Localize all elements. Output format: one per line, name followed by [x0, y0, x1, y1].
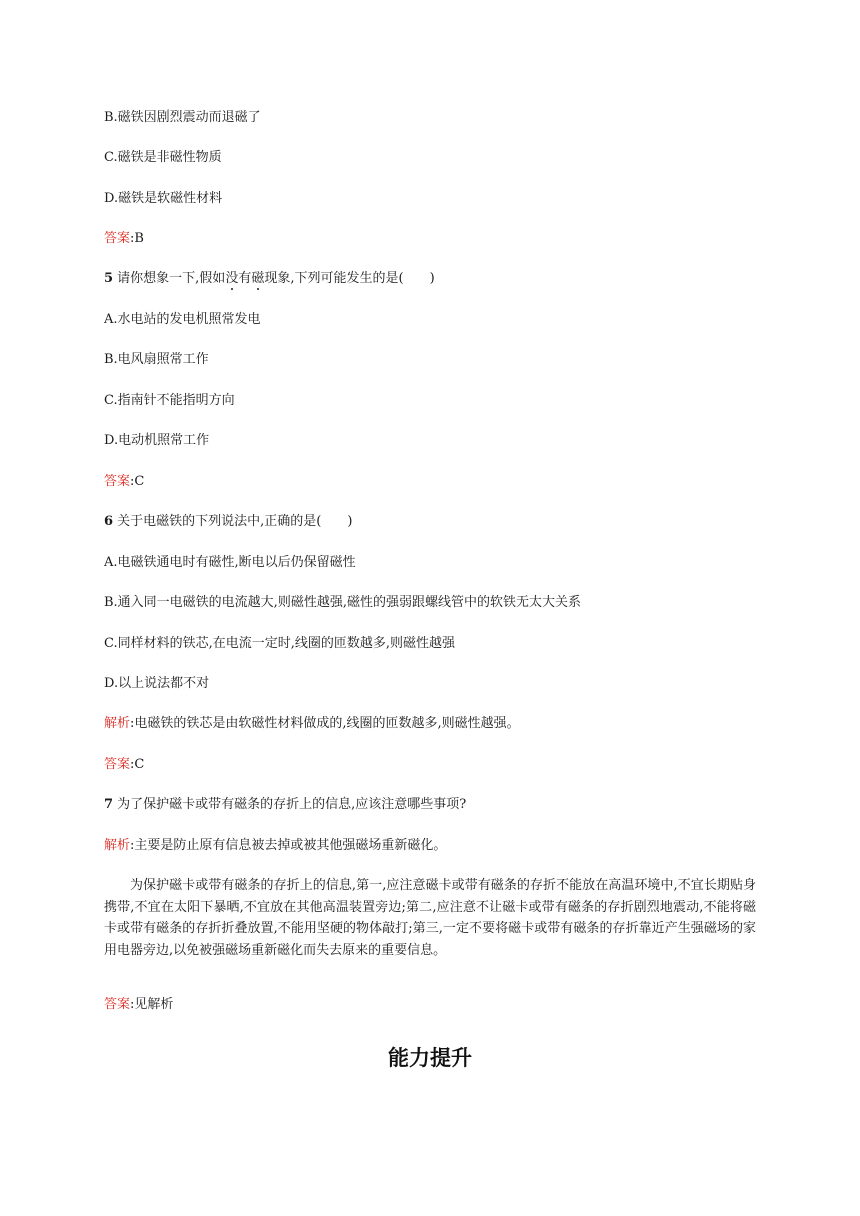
- analysis-paragraph: 为保护磁卡或带有磁条的存折上的信息,第一,应注意磁卡或带有磁条的存折不能放在高温环境中,不宜长期贴身携带,不宜在太阳下暴晒,不宜放在其他高温装置旁边;第二,应注意不让磁卡或带有磁条的存折剧烈地震动,不能将磁卡或带有磁条的存折折叠放置,不能用坚硬的物体敲打;第三,一定不要将磁卡或带有磁条的存折靠近产生强磁场的家用电器旁边,以免被强磁场重新磁化而失去原来的重要信息。: [104, 878, 756, 958]
- answer-value: :B: [130, 231, 144, 246]
- option-b: B.通入同一电磁铁的电流越大,则磁性越强,磁性的强弱跟螺线管中的软铁无太大关系: [104, 595, 581, 610]
- option-d: D.电动机照常工作: [104, 433, 210, 448]
- option-d: D.以上说法都不对: [104, 676, 210, 691]
- analysis-text: :主要是防止原有信息被去掉或被其他强磁场重新磁化。: [130, 838, 447, 853]
- option-b: B.磁铁因剧烈震动而退磁了: [104, 110, 261, 125]
- stem-text: 有: [238, 271, 252, 286]
- option-c: C.指南针不能指明方向: [104, 393, 235, 408]
- answer-value: :C: [130, 757, 145, 772]
- answer-value: :见解析: [130, 997, 174, 1012]
- question-number: 5: [104, 271, 114, 286]
- answer-label: 答案: [104, 474, 131, 489]
- question-stem: [104, 271, 435, 287]
- question-number: 6: [104, 514, 114, 529]
- question-number: 7: [104, 797, 114, 812]
- option-c: C.磁铁是非磁性物质: [104, 150, 222, 165]
- answer-line: [104, 997, 173, 1013]
- option-b: B.电风扇照常工作: [104, 352, 209, 367]
- analysis-label: 解析: [104, 838, 131, 853]
- answer-label: 答案: [104, 997, 131, 1012]
- answer-label: 答案: [104, 757, 131, 772]
- answer-line: [104, 474, 144, 490]
- answer-label: 答案: [104, 231, 131, 246]
- option-d: D.磁铁是软磁性材料: [104, 191, 223, 206]
- question-stem: [104, 797, 466, 813]
- option-a: A.电磁铁通电时有磁性,断电以后仍保留磁性: [104, 555, 356, 570]
- option-c: C.同样材料的铁芯,在电流一定时,线圈的匝数越多,则磁性越强: [104, 636, 456, 651]
- section-title: 能力提升: [388, 1046, 472, 1070]
- answer-line: [104, 757, 144, 773]
- emphasis-char: 磁: [251, 271, 265, 286]
- analysis-line: [104, 716, 520, 732]
- question-stem: [104, 514, 352, 530]
- stem-text: 为了保护磁卡或带有磁条的存折上的信息,应该注意哪些事项?: [113, 797, 467, 812]
- stem-text: 关于电磁铁的下列说法中,正确的是( ): [113, 514, 353, 529]
- answer-line: [104, 231, 144, 247]
- stem-text: 请你想象一下,假如: [113, 271, 226, 286]
- option-a: A.水电站的发电机照常发电: [104, 312, 261, 327]
- analysis-text: :电磁铁的铁芯是由软磁性材料做成的,线圈的匝数越多,则磁性越强。: [130, 716, 520, 731]
- stem-text: 现象,下列可能发生的是( ): [264, 271, 435, 286]
- analysis-label: 解析: [104, 716, 131, 731]
- emphasis-char: 没: [225, 271, 239, 286]
- answer-value: :C: [130, 474, 145, 489]
- analysis-line: [104, 838, 446, 854]
